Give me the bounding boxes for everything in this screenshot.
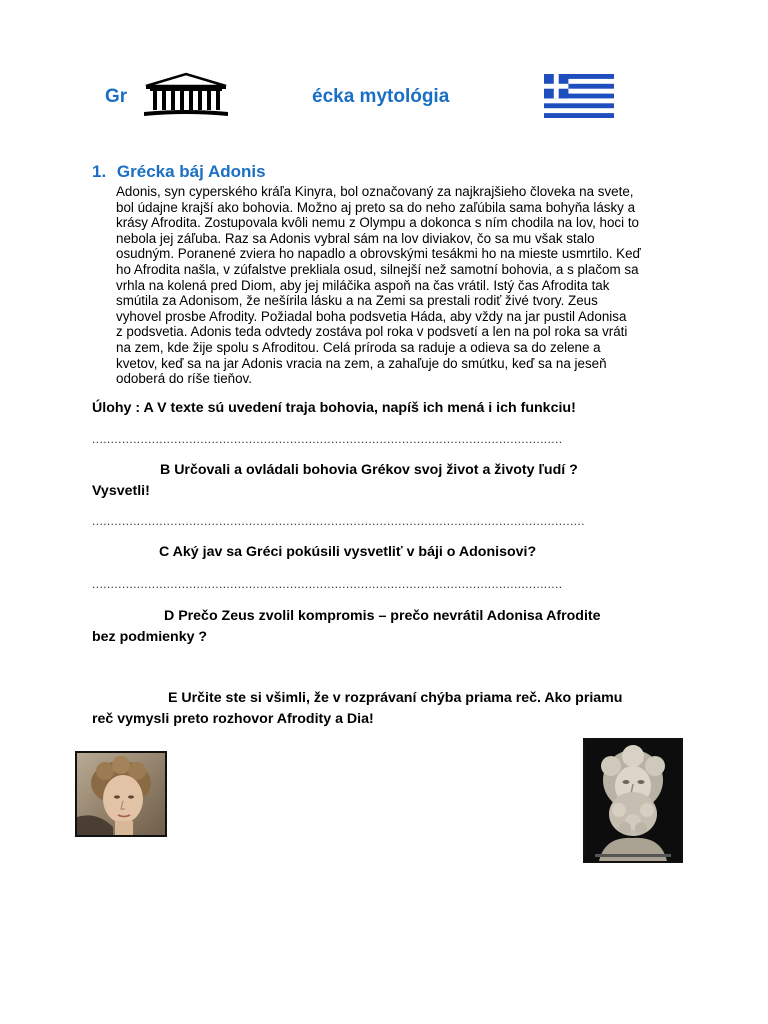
story-paragraph: [116, 184, 676, 387]
title-part-right: écka mytológia: [312, 86, 450, 107]
task-e-line1: E Určite ste si všimli, že v rozprávaní chýba priama reč. Ako priamu: [168, 690, 623, 706]
story-line: Adonis, syn cyperského kráľa Kinyra, bol označovaný za najkrajšieho človeka na svete,: [116, 184, 634, 199]
greece-flag-icon: [544, 74, 614, 118]
story-line: z podsvetia. Adonis teda odvtedy zostáva pol roka v podsvetí a len na pol roka sa vráti: [116, 324, 628, 340]
section-heading: [92, 162, 266, 182]
task-b: [92, 460, 692, 502]
story-line: nebola jej záľuba. Raz sa Adonis vybral sám na lov diviakov, čo sa mu však stalo: [116, 230, 595, 246]
greek-temple-icon: [142, 72, 230, 118]
story-line: smútila za Adonisom, že nešírila lásku a na Zemi sa prestali rodiť živé tvory. Zeus: [116, 293, 598, 309]
story-line: odoberá do ríše tieňov.: [116, 371, 252, 387]
answer-line-a[interactable]: ..............................................................................................................................: [92, 432, 563, 446]
task-d-line1: D Prečo Zeus zvolil kompromis – prečo nevrátil Adonisa Afrodite: [164, 608, 601, 624]
task-c: C Aký jav sa Gréci pokúsili vysvetliť v báji o Adonisovi?: [159, 544, 537, 560]
story-line: krásy Afrodita. Zostupovala kvôli nemu z Olympu a dokonca s ním chodila na lov, hoci to: [116, 215, 639, 231]
task-b-line2: Vysvetli!: [92, 483, 150, 499]
zeus-bust-icon: [583, 738, 683, 863]
story-line: bol údajne krajší ako bohovia. Možno aj preto sa do neho zaľúbila sama bohyňa lásky a: [116, 199, 636, 215]
task-d-line2: bez podmienky ?: [92, 629, 208, 645]
story-line: ho Afrodita našla, v zúfalstve prekliala osud, silnejší než samotní bohovia, a s plačom sa: [116, 261, 639, 277]
aphrodite-portrait-icon: [75, 751, 167, 837]
answer-line-c[interactable]: ..............................................................................................................................: [92, 577, 563, 591]
story-line: vrhla na kolená pred Diom, aby jej miláčika aspoň na čas vrátil. Istý čas Afrodita tak: [116, 277, 610, 293]
story-line: na zem, kde žije spolu s Afroditou. Celá príroda sa raduje a odieva sa do zelene a: [116, 339, 601, 355]
task-d: [92, 606, 692, 648]
answer-line-b[interactable]: ....................................................................................................................................: [92, 514, 585, 528]
title-part-left: Gr: [105, 86, 128, 107]
story-line: kvetov, keď sa na jar Adonis vracia na zem, a zahaľuje do smútku, keď sa na jeseň: [116, 355, 607, 371]
section-number: 1.: [92, 162, 107, 181]
task-b-line1: B Určovali a ovládali bohovia Grékov svoj život a životy ľudí ?: [160, 462, 578, 478]
story-line: osudným. Poranené zviera ho napadlo a obrovskými tesákmi ho na mieste usmrtilo. Keď: [116, 246, 641, 262]
section-title: Grécka báj Adonis: [116, 162, 266, 181]
task-e-line2: reč vymysli preto rozhovor Afrodity a Dia!: [92, 711, 374, 727]
story-line: vyhovel prosbe Afrodity. Požiadal boha podsvetia Háda, aby vždy na jar pustil Adonisa: [116, 308, 627, 324]
task-a: Úlohy : A V texte sú uvedení traja bohovia, napíš ich mená i ich funkciu!: [92, 400, 576, 416]
task-e: [92, 688, 692, 730]
